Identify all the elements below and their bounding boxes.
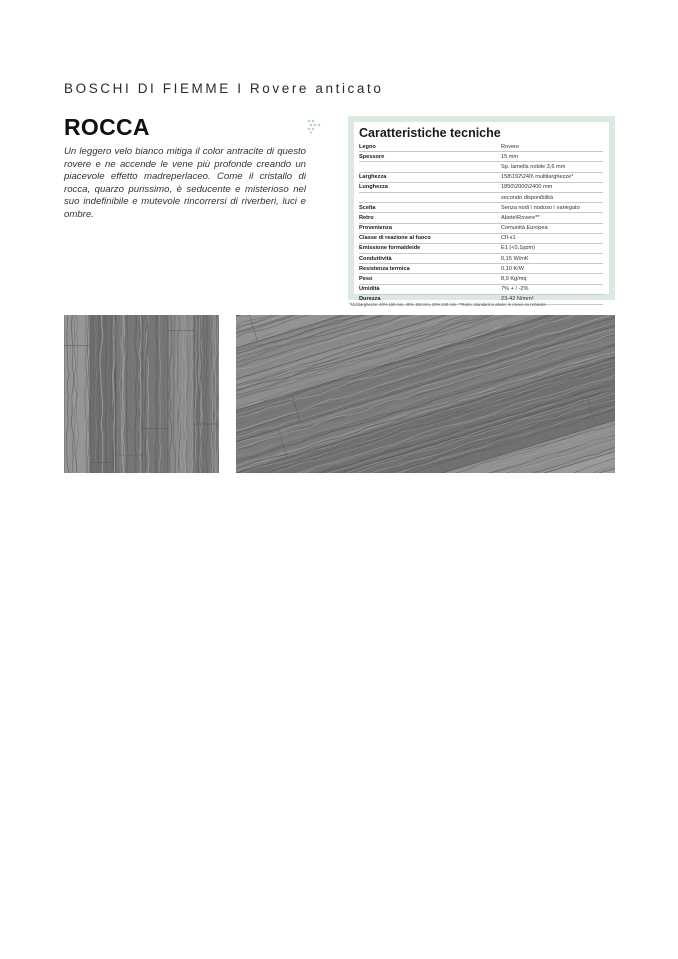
tech-specs-footnote: *Multilarghezze: 40% 158 mm, 40% 192 mm, 20% 240 mm. **Retro: standard in abete; in rovere su richiesta (349, 302, 546, 307)
spec-row (359, 162, 603, 172)
spec-label: Conduttività (359, 255, 392, 262)
tech-specs-panel (348, 116, 615, 303)
spec-value: Comunità Europea (501, 225, 548, 232)
spec-row (359, 193, 603, 203)
spec-row (359, 254, 603, 264)
spec-row (359, 224, 603, 234)
spec-value: Senza nodi \ nodoso \ variegato (501, 204, 580, 211)
spec-label: Scelta (359, 204, 376, 211)
spec-row (359, 274, 603, 284)
wood-floor-photo-perspective (236, 315, 615, 473)
spec-label: Peso (359, 276, 373, 283)
spec-label: Lunghezza (359, 184, 388, 191)
spec-row (359, 244, 603, 254)
spec-label: Umidità (359, 286, 380, 293)
spec-value: 23-42 N/mm² (501, 296, 534, 303)
spec-row (359, 183, 603, 193)
spec-value: 8,9 Kg/mq (501, 276, 527, 283)
spec-value: 1850\2000\2400 mm (501, 184, 553, 191)
spec-value: 15 mm (501, 153, 519, 160)
spec-value: Cfl-s1 (501, 235, 516, 242)
spec-label: Provenienza (359, 225, 392, 232)
spec-row (359, 285, 603, 295)
spec-value: Abete\Rovere** (501, 214, 540, 221)
spec-label: Resistenza termica (359, 265, 410, 272)
spec-value: E1 (<0,1ppm) (501, 245, 536, 252)
spec-value: 0,15 W/mK (501, 255, 529, 262)
spec-label: Legno (359, 143, 376, 150)
spec-label: Retro (359, 214, 374, 221)
spec-row (359, 152, 603, 162)
spec-label: Spessore (359, 153, 385, 160)
spec-label: Larghezza (359, 174, 387, 181)
spec-value: 158\192\240\ multilarghezze* (501, 174, 574, 181)
spec-row (359, 173, 603, 183)
spec-value: 0,10 K/W (501, 265, 525, 272)
spec-label: Durezza (359, 296, 381, 303)
spec-row (359, 203, 603, 213)
spec-value: Sp. lamella nobile 3,6 mm (501, 163, 566, 170)
spec-value: 7% + / -2% (501, 286, 529, 293)
spec-row (359, 264, 603, 274)
tech-specs-table (359, 142, 603, 305)
brand-collection-header: BOSCHI DI FIEMME I Rovere anticato (64, 81, 384, 96)
spec-value: secondo disponibilità (501, 194, 553, 201)
spec-label: Classe di reazione al fuoco (359, 235, 431, 242)
spec-value: Rovere (501, 143, 520, 150)
product-description: Un leggero velo bianco mitiga il color antracite di questo rovere e ne accende le vene più profonde creando un piacevole effetto madreperlaceo. Come il cristallo di rocca, quarzo purissimo, è seducente e misterioso nel suo indefinibile e mutevole rincorrersi di riverberi, luci e ombre. (64, 146, 306, 220)
spec-row (359, 213, 603, 223)
hexagon-dots-icon (306, 118, 324, 134)
spec-label: Emissione formaldeide (359, 245, 421, 252)
tech-specs-title: Caratteristiche tecniche (359, 126, 501, 140)
spec-row (359, 142, 603, 152)
spec-row (359, 234, 603, 244)
wood-sample-photo-vertical (64, 315, 219, 473)
product-title: ROCCA (64, 114, 150, 140)
